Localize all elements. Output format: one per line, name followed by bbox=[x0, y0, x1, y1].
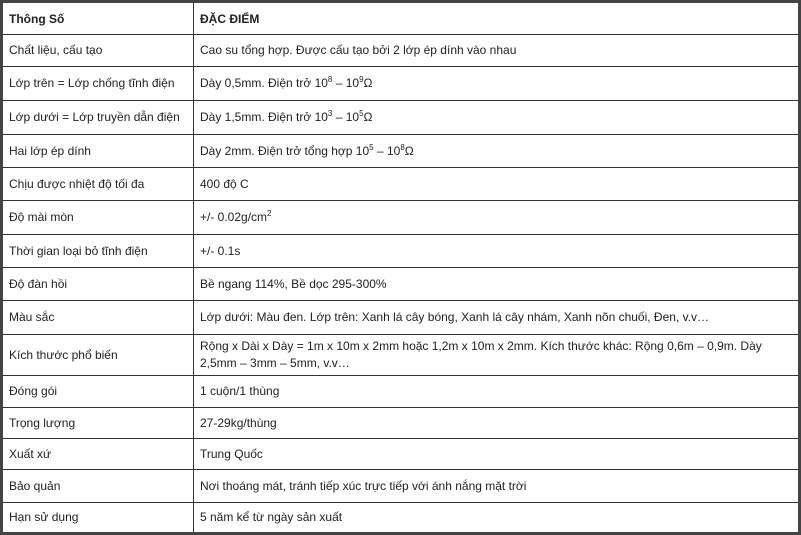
value-text: – 10 bbox=[332, 76, 360, 90]
table-row bbox=[2, 408, 800, 439]
param-name: Xuất xứ bbox=[2, 439, 194, 470]
superscript: 9 bbox=[359, 75, 364, 84]
header-feature: ĐẶC ĐIỂM bbox=[194, 2, 800, 35]
param-name: Chịu được nhiệt độ tối đa bbox=[2, 168, 194, 201]
param-value bbox=[194, 470, 800, 503]
value-text: 5 năm kể từ ngày sản xuất bbox=[200, 510, 343, 524]
value-text: Lớp dưới: Màu đen. Lớp trên: Xanh lá cây bóng, Xanh lá cây nhám, Xanh nõn chuối, Đen, v.v… bbox=[200, 310, 710, 324]
value-text: 1 cuộn/1 thùng bbox=[200, 384, 280, 398]
param-name: Lớp trên = Lớp chống tĩnh điện bbox=[2, 67, 194, 101]
param-name: Hai lớp ép dính bbox=[2, 135, 194, 168]
param-value bbox=[194, 503, 800, 534]
param-name: Đóng gói bbox=[2, 376, 194, 408]
value-text: Dày 1,5mm. Điện trở 10 bbox=[200, 110, 328, 124]
value-text: Cao su tổng hợp. Được cấu tạo bởi 2 lớp ép dính vào nhau bbox=[200, 43, 517, 57]
param-value bbox=[194, 301, 800, 335]
table-row bbox=[2, 503, 800, 534]
param-name: Thời gian loại bỏ tĩnh điện bbox=[2, 235, 194, 268]
value-text: 27-29kg/thùng bbox=[200, 415, 277, 430]
superscript: 3 bbox=[327, 109, 333, 118]
param-value bbox=[194, 376, 800, 408]
param-value bbox=[194, 268, 800, 301]
header-param: Thông Số bbox=[2, 2, 194, 35]
table-row bbox=[2, 35, 800, 67]
param-value bbox=[194, 35, 800, 67]
superscript: 8 bbox=[400, 142, 405, 152]
value-text: Ω bbox=[363, 110, 373, 124]
superscript: 8 bbox=[327, 75, 333, 84]
value-text: – 10 bbox=[332, 110, 360, 124]
param-name: Hạn sử dụng bbox=[2, 503, 194, 534]
table-row bbox=[2, 101, 800, 135]
superscript: 5 bbox=[369, 142, 374, 152]
superscript: 2 bbox=[267, 209, 272, 218]
param-name: Bảo quản bbox=[2, 470, 194, 503]
param-value bbox=[194, 201, 800, 235]
table-row bbox=[2, 470, 800, 503]
param-name: Chất liệu, cấu tạo bbox=[2, 35, 194, 67]
table-row bbox=[2, 168, 800, 201]
value-text: Nơi thoáng mát, tránh tiếp xúc trực tiếp với ánh nắng mặt trời bbox=[200, 478, 527, 493]
value-text: Dày 2mm. Điện trở tổng hợp 10 bbox=[200, 143, 370, 158]
param-name: Lớp dưới = Lớp truyền dẫn điện bbox=[2, 101, 194, 135]
param-value bbox=[194, 168, 800, 201]
table-row bbox=[2, 235, 800, 268]
table-row bbox=[2, 439, 800, 470]
value-text: Trung Quốc bbox=[200, 446, 263, 461]
value-text: Ω bbox=[363, 76, 373, 90]
param-name: Độ mài mòn bbox=[2, 201, 194, 235]
value-text: – 10 bbox=[373, 143, 401, 158]
table-row bbox=[2, 301, 800, 335]
param-value bbox=[194, 408, 800, 439]
param-value bbox=[194, 67, 800, 101]
param-name: Độ đàn hồi bbox=[2, 268, 194, 301]
table-row bbox=[2, 335, 800, 376]
param-value bbox=[194, 439, 800, 470]
param-name: Màu sắc bbox=[2, 301, 194, 335]
value-text: Dày 0,5mm. Điện trở 10 bbox=[200, 76, 328, 90]
table-row bbox=[2, 268, 800, 301]
param-name: Trọng lượng bbox=[2, 408, 194, 439]
param-value bbox=[194, 101, 800, 135]
table-header-row bbox=[2, 2, 800, 35]
value-text: Ω bbox=[404, 143, 414, 158]
value-text: +/- 0.02g/cm bbox=[200, 210, 268, 224]
value-text: Bề ngang 114%, Bề dọc 295-300% bbox=[200, 276, 387, 291]
param-value bbox=[194, 135, 800, 168]
param-value bbox=[194, 335, 800, 376]
value-text: Rộng x Dài x Dày = 1m x 10m x 2mm hoặc 1,2m x 10m x 2mm. Kích thước khác: Rộng 0,6m – 0,9m. Dày 2,5mm – 3mm – 5mm, v.v… bbox=[200, 339, 762, 370]
param-name: Kích thước phổ biến bbox=[2, 335, 194, 376]
table-row bbox=[2, 135, 800, 168]
value-text: +/- 0.1s bbox=[200, 243, 241, 258]
superscript: 5 bbox=[359, 109, 364, 118]
table-row bbox=[2, 67, 800, 101]
value-text: 400 độ C bbox=[200, 176, 249, 191]
table-row bbox=[2, 376, 800, 408]
param-value bbox=[194, 235, 800, 268]
table-row bbox=[2, 201, 800, 235]
